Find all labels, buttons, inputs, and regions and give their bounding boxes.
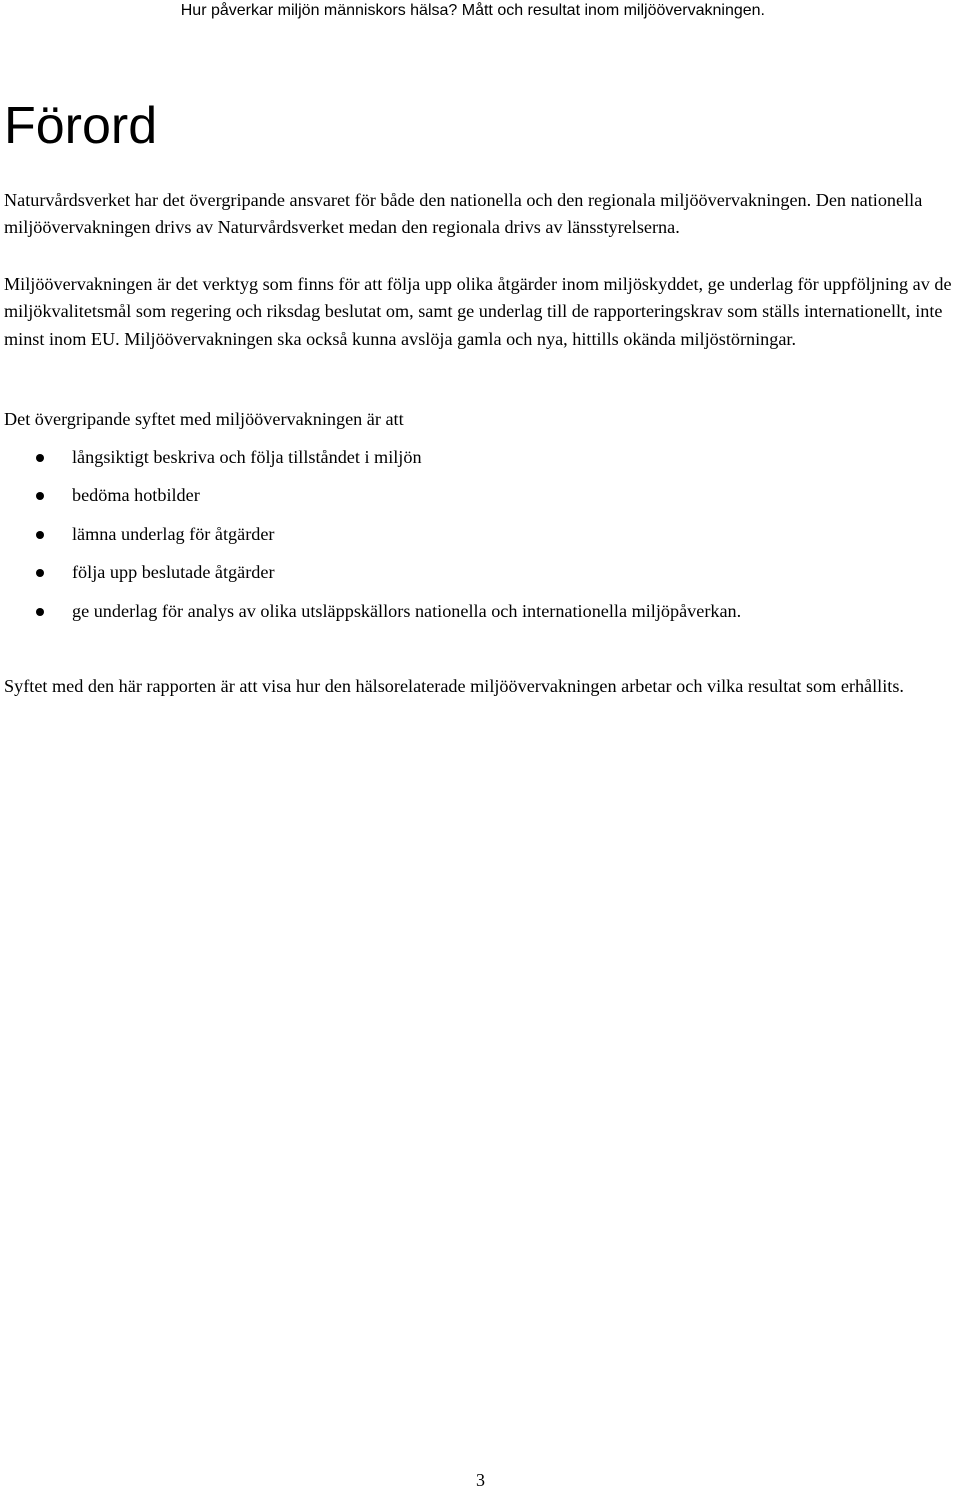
list-item-text: följa upp beslutade åtgärder bbox=[72, 562, 275, 583]
list-item bbox=[0, 598, 960, 636]
page-title: Förord bbox=[4, 97, 158, 155]
running-header: Hur påverkar miljön människors hälsa? Mått och resultat inom miljöövervakningen. bbox=[180, 2, 765, 19]
bullet-icon bbox=[36, 608, 44, 616]
list-item bbox=[0, 521, 960, 559]
bullet-icon bbox=[36, 531, 44, 539]
objective-lead-paragraph: Det övergripande syftet med miljöövervakningen är att bbox=[4, 409, 404, 429]
bullet-icon bbox=[36, 569, 44, 577]
list-item bbox=[0, 444, 960, 482]
bullet-icon bbox=[36, 492, 44, 500]
purpose-paragraph: Miljöövervakningen är det verktyg som finns för att följa upp olika åtgärder inom miljöskyddet, ge underlag för uppföljning av de miljökvalitetsmål som regering och riksdag beslutat om, samt ge underlag till de rapporteringskrav som ställs internationellt, inte minst inom EU. Miljöövervakningen ska också kunna avslöja gamla och nya, hittills okända miljöstörningar. bbox=[4, 274, 952, 349]
list-item-text: långsiktigt beskriva och följa tillståndet i miljön bbox=[72, 447, 422, 467]
list-item-text: lämna underlag för åtgärder bbox=[72, 523, 275, 544]
list-item bbox=[0, 559, 960, 597]
intro-paragraph: Naturvårdsverket har det övergripande ansvaret för både den nationella och den regionala miljöövervakningen. Den nationella miljöövervakningen drivs av Naturvårdsverket medan den regionala drivs av länsstyrelserna. bbox=[4, 190, 923, 238]
closing-paragraph: Syftet med den här rapporten är att visa hur den hälsorelaterade miljöövervakningen arbetar och vilka resultat som erhållits. bbox=[4, 676, 904, 696]
page-number: 3 bbox=[476, 1470, 485, 1490]
objective-list bbox=[0, 444, 960, 636]
bullet-icon bbox=[36, 454, 44, 462]
list-item-text: bedöma hotbilder bbox=[72, 485, 200, 506]
list-item-text: ge underlag för analys av olika utsläppskällors nationella och internationella miljöpåverkan. bbox=[72, 600, 742, 621]
list-item bbox=[0, 482, 960, 520]
